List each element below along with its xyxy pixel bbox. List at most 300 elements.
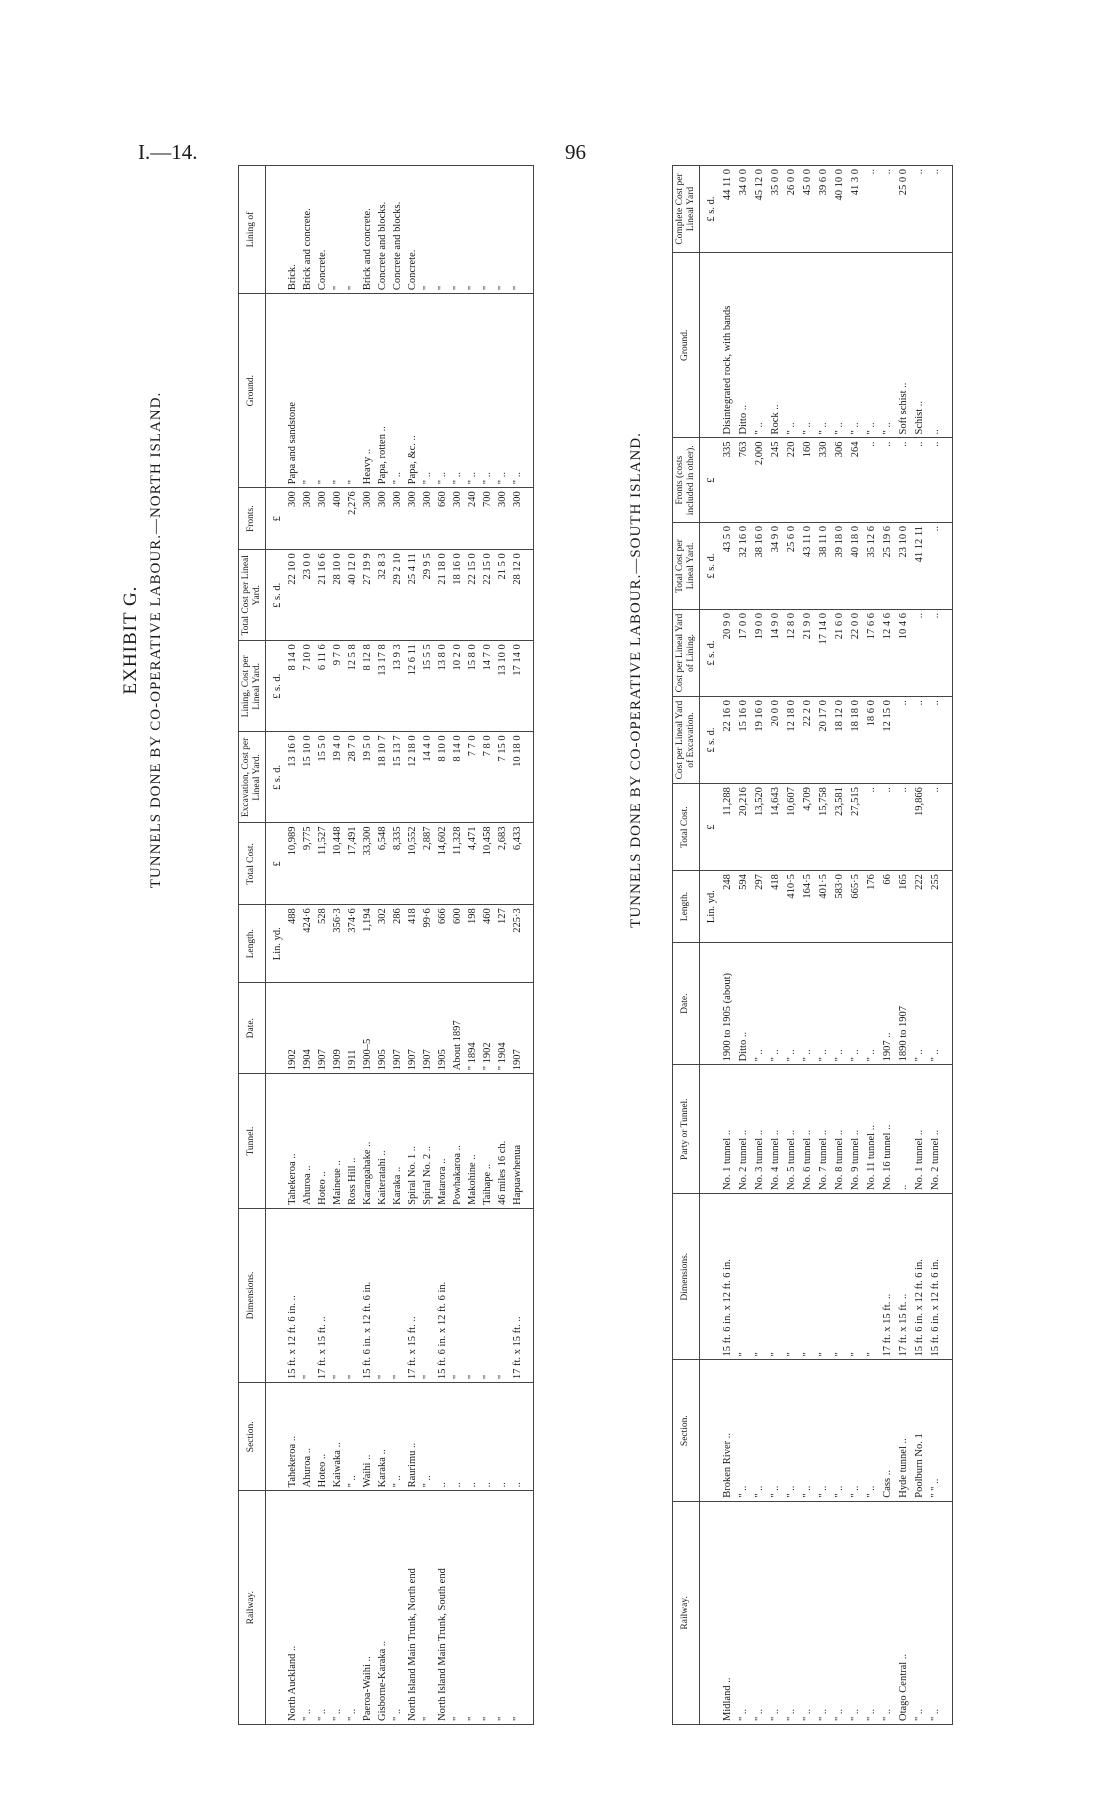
col-length: Length. [673, 871, 700, 943]
cell-lining: 12 5 8 [347, 641, 362, 732]
cell-total-per-yard: 43 5 0 [722, 523, 738, 610]
cell-excavation: 7 8 0 [482, 732, 497, 823]
cell-excavation: 18 10 7 [377, 732, 392, 823]
cell-ground: " .. [422, 294, 437, 488]
table-row [512, 166, 534, 1725]
header-row [239, 166, 266, 1725]
cell-complete: 34 0 0 [738, 166, 754, 253]
cell-excavation: 18 6 0 [866, 697, 882, 784]
cell-tunnel: Makohine .. [467, 1074, 482, 1209]
cell-party: No. 16 tunnel .. [882, 1065, 898, 1194]
cell-excavation: 14 4 0 [422, 732, 437, 823]
table-row [497, 166, 512, 1725]
cell-length: 600 [452, 905, 467, 983]
cell-length: 99·6 [422, 905, 437, 983]
cell-ground: " .. [497, 294, 512, 488]
cell-lining-of: " [497, 166, 512, 294]
cell-party: No. 2 tunnel .. [738, 1065, 754, 1194]
cell-lining: .. [930, 610, 953, 697]
cell-total-cost: 11,328 [452, 823, 467, 905]
cell-railway: " .. [850, 1501, 866, 1724]
table-row [452, 166, 467, 1725]
cell-lining-of: Concrete. [407, 166, 422, 294]
cell-dimensions: " [802, 1194, 818, 1360]
cell-lining-of: Brick and concrete. [302, 166, 317, 294]
cell-date: 1902 [287, 983, 302, 1074]
length-unit: Lin. yd. [265, 905, 287, 983]
lining-unit: £ s. d. [265, 641, 287, 732]
cell-complete: 41 3 0 [850, 166, 866, 253]
col-total-cost: Total Cost. [239, 823, 266, 905]
cell-fronts: 300 [452, 488, 467, 550]
units-row [699, 166, 722, 1725]
cell-total-per-yard: 32 8 3 [377, 550, 392, 641]
cell-total-cost: 27,515 [850, 784, 866, 871]
cell-dimensions: 17 ft. x 15 ft. .. [882, 1194, 898, 1360]
cell-railway: North Island Main Trunk, North end [407, 1491, 422, 1725]
cell-total-cost: 10,448 [332, 823, 347, 905]
cell-party: No. 3 tunnel .. [754, 1065, 770, 1194]
cell-date: " .. [834, 943, 850, 1065]
cell-section: .. [437, 1383, 452, 1491]
col-ground: Ground. [673, 253, 700, 438]
cell-total-cost: 10,552 [407, 823, 422, 905]
col-lining: Lining, Cost per Lineal Yard. [239, 641, 266, 732]
cell-ground: " [332, 294, 347, 488]
cell-excavation: 20 0 0 [770, 697, 786, 784]
cell-party: No. 1 tunnel .. [722, 1065, 738, 1194]
col-dimensions: Dimensions. [673, 1194, 700, 1360]
cell-lining: 13 8 0 [437, 641, 452, 732]
cell-lining: 13 10 0 [497, 641, 512, 732]
page-reference: I.—14. [138, 140, 198, 164]
cell-total-cost: 10,989 [287, 823, 302, 905]
table-row [754, 166, 770, 1725]
north-table-body [265, 166, 533, 1725]
cell-lining: 12 6 11 [407, 641, 422, 732]
cell-excavation: 10 18 0 [512, 732, 534, 823]
col-dimensions: Dimensions. [239, 1208, 266, 1382]
table-row [422, 166, 437, 1725]
cell-date: About 1897 [452, 983, 467, 1074]
cell-ground: Ditto .. [738, 253, 754, 438]
cell-fronts: 300 [362, 488, 377, 550]
cell-ground: " .. [834, 253, 850, 438]
cell-date: 1905 [377, 983, 392, 1074]
cell-length: 222 [914, 871, 930, 943]
cell-dimensions: " [850, 1194, 866, 1360]
cell-ground: " .. [786, 253, 802, 438]
cell-length: 255 [930, 871, 953, 943]
cell-complete: .. [914, 166, 930, 253]
cell-lining: 21 6 0 [834, 610, 850, 697]
cell-ground: " .. [818, 253, 834, 438]
cell-excavation: 8 14 0 [452, 732, 467, 823]
cell-excavation: 19 5 0 [362, 732, 377, 823]
cell-lining-of: " [437, 166, 452, 294]
cell-length: 66 [882, 871, 898, 943]
cell-complete: .. [930, 166, 953, 253]
cell-lining: 21 9 0 [802, 610, 818, 697]
cell-total-per-yard: 23 0 0 [302, 550, 317, 641]
cell-tunnel: Spiral No. 1 .. [407, 1074, 422, 1209]
cell-section: Waihi .. [362, 1383, 377, 1491]
cell-length: 666 [437, 905, 452, 983]
cell-complete: 39 6 0 [818, 166, 834, 253]
cell-date: 1907 [512, 983, 534, 1074]
cell-date: " 1904 [497, 983, 512, 1074]
cell-section: .. [497, 1383, 512, 1491]
cell-total-per-yard: 21 16 6 [317, 550, 332, 641]
cell-ground: Disintegrated rock, with bands [722, 253, 738, 438]
cell-excavation: .. [898, 697, 914, 784]
cell-section: " .. [754, 1360, 770, 1501]
cell-length: 418 [770, 871, 786, 943]
cell-excavation: 18 18 0 [850, 697, 866, 784]
lining-unit: £ s. d. [699, 610, 722, 697]
cell-length: 127 [497, 905, 512, 983]
cell-railway: " .. [802, 1501, 818, 1724]
cell-ground: " .. [512, 294, 534, 488]
cost-unit: £ [699, 784, 722, 871]
cell-railway: " [422, 1491, 437, 1725]
cell-date: 1909 [332, 983, 347, 1074]
cell-length: 424·6 [302, 905, 317, 983]
cell-excavation: 12 15 0 [882, 697, 898, 784]
cell-party: No. 8 tunnel .. [834, 1065, 850, 1194]
cell-lining: 8 14 0 [287, 641, 302, 732]
cell-ground: " .. [392, 294, 407, 488]
cell-dimensions: " [467, 1208, 482, 1382]
cell-dimensions: " [392, 1208, 407, 1382]
cell-fronts: 700 [482, 488, 497, 550]
table-row [802, 166, 818, 1725]
table-row [467, 166, 482, 1725]
header-row [673, 166, 700, 1725]
cell-ground: " .. [802, 253, 818, 438]
cell-dimensions: 17 ft. x 15 ft. .. [407, 1208, 422, 1382]
cell-tunnel: Tahekeroa .. [287, 1074, 302, 1209]
cell-length: 297 [754, 871, 770, 943]
cell-railway: " .. [930, 1501, 953, 1724]
cell-complete: 40 10 0 [834, 166, 850, 253]
cell-lining-of: Brick. [287, 166, 302, 294]
cell-date: 1905 [437, 983, 452, 1074]
cell-lining: 12 8 0 [786, 610, 802, 697]
cell-dimensions: 15 ft. 6 in. x 12 ft. 6 in. [722, 1194, 738, 1360]
cell-party: No. 4 tunnel .. [770, 1065, 786, 1194]
cell-dimensions: " [452, 1208, 467, 1382]
table-row [332, 166, 347, 1725]
cell-complete: 44 11 0 [722, 166, 738, 253]
cell-tunnel: Powhakaroa .. [452, 1074, 467, 1209]
cell-total-cost: 15,758 [818, 784, 834, 871]
cell-date: 1907 [407, 983, 422, 1074]
cell-fronts: 763 [738, 438, 754, 523]
cell-dimensions: " [818, 1194, 834, 1360]
cell-date: " .. [930, 943, 953, 1065]
cell-complete: 25 0 0 [898, 166, 914, 253]
cell-length: 302 [377, 905, 392, 983]
cell-section: Karaka .. [377, 1383, 392, 1491]
cell-ground: " [302, 294, 317, 488]
cell-lining-of: " [347, 166, 362, 294]
cell-railway: North Auckland .. [287, 1491, 302, 1725]
cell-length: 460 [482, 905, 497, 983]
cell-total-cost: 17,491 [347, 823, 362, 905]
cell-date: " .. [818, 943, 834, 1065]
cell-railway: " .. [302, 1491, 317, 1725]
cell-lining: 15 5 5 [422, 641, 437, 732]
cell-dimensions: " [482, 1208, 497, 1382]
cell-dimensions: " [866, 1194, 882, 1360]
cell-length: 176 [866, 871, 882, 943]
cell-railway: " [452, 1491, 467, 1725]
cell-lining: 6 11 6 [317, 641, 332, 732]
cell-total-cost: 13,520 [754, 784, 770, 871]
cell-dimensions: " [332, 1208, 347, 1382]
fronts-unit: £ [265, 488, 287, 550]
cell-dimensions: " [377, 1208, 392, 1382]
cell-length: 665·5 [850, 871, 866, 943]
table-row [834, 166, 850, 1725]
cell-ground: " [347, 294, 362, 488]
cell-railway: " .. [317, 1491, 332, 1725]
cell-ground: Papa, &c. .. [407, 294, 422, 488]
cell-fronts: 335 [722, 438, 738, 523]
cell-total-per-yard: 34 9 0 [770, 523, 786, 610]
cell-total-per-yard: 29 2 10 [392, 550, 407, 641]
cell-fronts: 2,276 [347, 488, 362, 550]
cell-railway: " .. [882, 1501, 898, 1724]
cell-dimensions: " [347, 1208, 362, 1382]
cell-excavation: 18 12 0 [834, 697, 850, 784]
south-table-body [699, 166, 952, 1725]
table-row [786, 166, 802, 1725]
cell-excavation: .. [914, 697, 930, 784]
cell-section: .. [512, 1383, 534, 1491]
cell-tunnel: Hapuawhenua [512, 1074, 534, 1209]
cell-total-per-yard: 28 12 0 [512, 550, 534, 641]
cell-complete: 26 0 0 [786, 166, 802, 253]
cell-fronts: 245 [770, 438, 786, 523]
col-length: Length. [239, 905, 266, 983]
cell-dimensions: 17 ft. x 15 ft. .. [512, 1208, 534, 1382]
cell-tunnel: Maineue .. [332, 1074, 347, 1209]
cell-section: Hoteo .. [317, 1383, 332, 1491]
cell-lining-of: " [332, 166, 347, 294]
table-row [362, 166, 377, 1725]
cell-section: Poolburn No. 1 [914, 1360, 930, 1501]
cell-excavation: 12 18 0 [407, 732, 422, 823]
cell-date: " .. [754, 943, 770, 1065]
cell-section: " .. [422, 1383, 437, 1491]
cell-fronts: 300 [317, 488, 332, 550]
cell-dimensions: " [422, 1208, 437, 1382]
cell-fronts: .. [914, 438, 930, 523]
cell-lining: 15 8 0 [467, 641, 482, 732]
cell-date: " 1894 [467, 983, 482, 1074]
cell-fronts: 300 [497, 488, 512, 550]
cell-party: No. 6 tunnel .. [802, 1065, 818, 1194]
cell-section: " .. [850, 1360, 866, 1501]
table-row [287, 166, 302, 1725]
cell-lining: 13 17 8 [377, 641, 392, 732]
cell-ground: " .. [882, 253, 898, 438]
cell-length: 401·5 [818, 871, 834, 943]
cell-fronts: .. [898, 438, 914, 523]
cell-excavation: 19 4 0 [332, 732, 347, 823]
cell-total-per-yard: .. [930, 523, 953, 610]
col-railway: Railway. [673, 1501, 700, 1724]
cell-total-per-yard: 41 12 11 [914, 523, 930, 610]
cell-railway: Otago Central .. [898, 1501, 914, 1724]
cell-length: 198 [467, 905, 482, 983]
cell-section: " .. [834, 1360, 850, 1501]
cell-tunnel: Ahuroa .. [302, 1074, 317, 1209]
cell-lining-of: " [422, 166, 437, 294]
cell-date: 1900 to 1905 (about) [722, 943, 738, 1065]
col-party: Party or Tunnel. [673, 1065, 700, 1194]
cell-fronts: 300 [302, 488, 317, 550]
cell-party: No. 7 tunnel .. [818, 1065, 834, 1194]
cell-total-cost: 9,775 [302, 823, 317, 905]
length-unit: Lin. yd. [699, 871, 722, 943]
cell-lining: 17 14 0 [818, 610, 834, 697]
cell-date: " .. [866, 943, 882, 1065]
cell-ground: Papa and sandstone [287, 294, 302, 488]
cell-date: " .. [770, 943, 786, 1065]
cell-lining: 20 9 0 [722, 610, 738, 697]
cell-date: 1911 [347, 983, 362, 1074]
cell-total-cost: 11,288 [722, 784, 738, 871]
cell-ground: Papa, rotten .. [377, 294, 392, 488]
cell-fronts: 306 [834, 438, 850, 523]
cell-total-per-yard: 25 6 0 [786, 523, 802, 610]
cell-total-per-yard: 25 4 11 [407, 550, 422, 641]
cell-total-cost: 19,866 [914, 784, 930, 871]
cell-party: No. 11 tunnel .. [866, 1065, 882, 1194]
cost-unit: £ [265, 823, 287, 905]
cell-total-cost: .. [882, 784, 898, 871]
cell-railway: " .. [754, 1501, 770, 1724]
cell-total-cost: 23,581 [834, 784, 850, 871]
cell-total-per-yard: 38 16 0 [754, 523, 770, 610]
cell-lining: 8 12 8 [362, 641, 377, 732]
col-date: Date. [239, 983, 266, 1074]
cell-total-cost: .. [866, 784, 882, 871]
cell-total-per-yard: 25 19 6 [882, 523, 898, 610]
cell-date: " .. [786, 943, 802, 1065]
cell-length: 488 [287, 905, 302, 983]
table-row [866, 166, 882, 1725]
cell-fronts: 300 [392, 488, 407, 550]
cell-excavation: .. [930, 697, 953, 784]
cell-section: " .. [802, 1360, 818, 1501]
cell-tunnel: 46 miles 16 ch. [497, 1074, 512, 1209]
col-lining: Cost per Lineal Yard of Lining. [673, 610, 700, 697]
cell-excavation: 13 16 0 [287, 732, 302, 823]
exhibit-title: EXHIBIT G. [120, 585, 141, 695]
cell-date: 1907 [317, 983, 332, 1074]
cell-lining-of: " [467, 166, 482, 294]
cell-dimensions: 15 ft. x 12 ft. 6 in. .. [287, 1208, 302, 1382]
cell-date: 1907 .. [882, 943, 898, 1065]
cell-lining: 10 4 6 [898, 610, 914, 697]
cell-length: 286 [392, 905, 407, 983]
table-row [882, 166, 898, 1725]
col-excavation: Cost per Lineal Yard of Excavation. [673, 697, 700, 784]
cell-party: No. 2 tunnel .. [930, 1065, 953, 1194]
cell-fronts: .. [882, 438, 898, 523]
cell-excavation: 15 16 0 [738, 697, 754, 784]
col-total-per-yard: Total Cost per Lineal Yard. [673, 523, 700, 610]
cell-party: No. 1 tunnel .. [914, 1065, 930, 1194]
cell-section: Raurimu .. [407, 1383, 422, 1491]
cell-dimensions: " [834, 1194, 850, 1360]
cell-total-per-yard: 43 11 0 [802, 523, 818, 610]
cell-total-cost: .. [898, 784, 914, 871]
cell-ground: " .. [452, 294, 467, 488]
cell-section: Tahekeroa .. [287, 1383, 302, 1491]
cell-ground: " .. [437, 294, 452, 488]
cell-fronts: 300 [407, 488, 422, 550]
cell-fronts: 240 [467, 488, 482, 550]
cell-lining-of: Concrete. [317, 166, 332, 294]
cell-lining: 9 7 0 [332, 641, 347, 732]
cell-total-per-yard: 40 18 0 [850, 523, 866, 610]
cell-section: " .. [786, 1360, 802, 1501]
cell-length: 594 [738, 871, 754, 943]
table-row [818, 166, 834, 1725]
table-row [722, 166, 738, 1725]
cell-total-per-yard: 35 12 6 [866, 523, 882, 610]
cell-ground: " [317, 294, 332, 488]
cell-fronts: 2,000 [754, 438, 770, 523]
south-island-table [672, 165, 953, 1725]
cell-total-cost: 10,607 [786, 784, 802, 871]
table-row [317, 166, 332, 1725]
cell-fronts: 220 [786, 438, 802, 523]
cell-section: .. [482, 1383, 497, 1491]
cell-complete: 35 0 0 [770, 166, 786, 253]
cell-total-per-yard: 21 5 0 [497, 550, 512, 641]
cell-railway: North Island Main Trunk, South end [437, 1491, 452, 1725]
cell-railway: " [497, 1491, 512, 1725]
cell-date: 1907 [392, 983, 407, 1074]
cell-date: Ditto .. [738, 943, 754, 1065]
cell-tunnel: Karangahake .. [362, 1074, 377, 1209]
cell-total-cost: 4,709 [802, 784, 818, 871]
cell-party: No. 9 tunnel .. [850, 1065, 866, 1194]
cell-lining: 13 9 3 [392, 641, 407, 732]
cell-total-cost: 11,527 [317, 823, 332, 905]
cell-dimensions: 15 ft. 6 in. x 12 ft. 6 in. [362, 1208, 377, 1382]
cell-dimensions: 17 ft. x 15 ft. .. [317, 1208, 332, 1382]
north-island-table [238, 165, 534, 1725]
col-fronts: Fronts. [239, 488, 266, 550]
cell-dimensions: " [786, 1194, 802, 1360]
col-tunnel: Tunnel. [239, 1074, 266, 1209]
col-section: Section. [673, 1360, 700, 1501]
cell-total-per-yard: 22 10 0 [287, 550, 302, 641]
cell-section: " " .. [930, 1360, 953, 1501]
cell-date: " .. [850, 943, 866, 1065]
title-block [120, 190, 220, 1090]
cell-railway: " .. [392, 1491, 407, 1725]
cell-total-per-yard: 18 16 0 [452, 550, 467, 641]
cell-total-cost: 2,887 [422, 823, 437, 905]
